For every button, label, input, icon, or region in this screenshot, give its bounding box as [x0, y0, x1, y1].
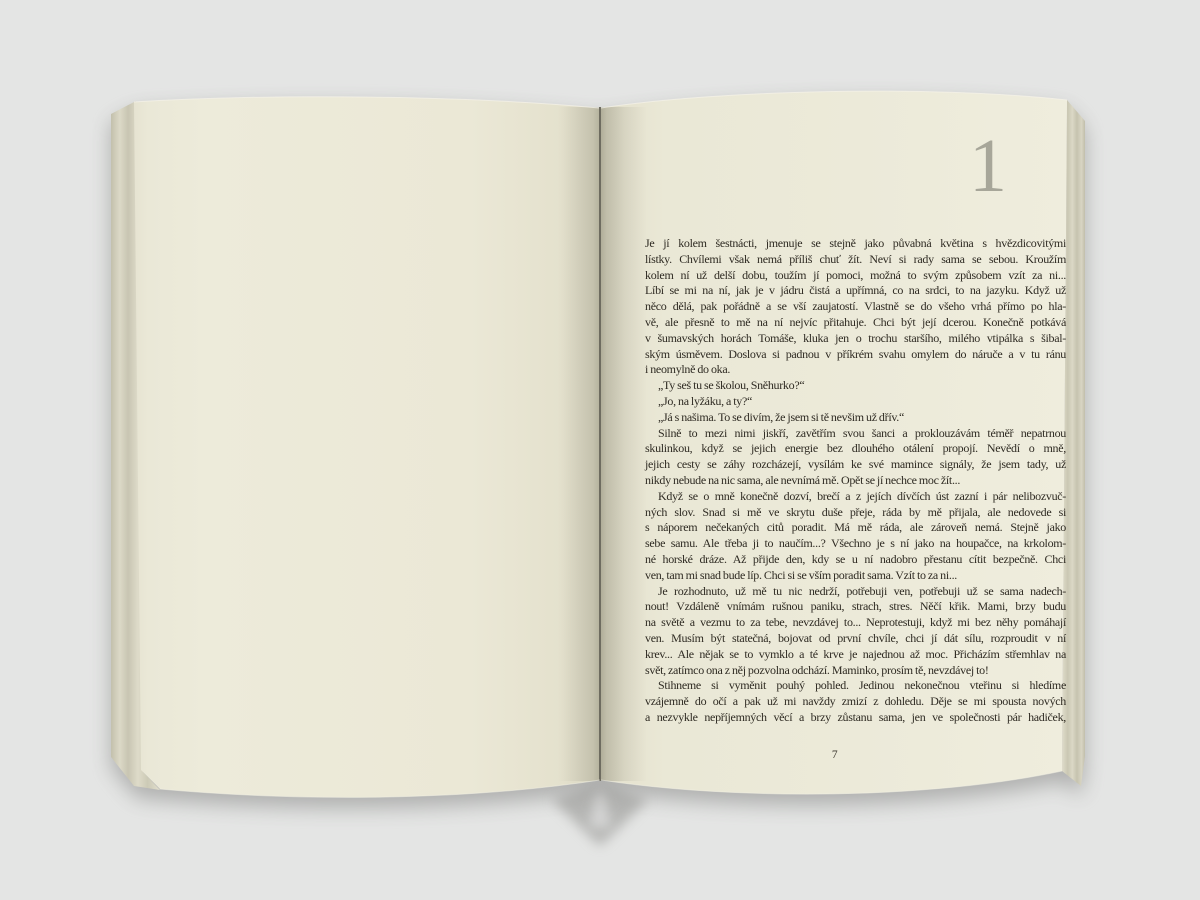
text-line: vzájemně do očí a pak už mi navždy zmizí z dohledu. Děje se mi spousta nových — [645, 694, 1066, 709]
text-line: nout! Vzdáleně vnímám rušnou paniku, strach, stres. Něčí křik. Mami, brzy budu — [645, 599, 1066, 614]
left-page — [134, 97, 600, 798]
text-line: něco dělá, pak pořádně a se vší zaujatostí. Vlastně se do všeho vrhá přímo po hla- — [645, 299, 1066, 314]
text-line: né horské dráze. Až přijde den, kdy se u ní nadobro přestanu cítit bezpečně. Chci — [645, 551, 1066, 566]
text-line: Líbí se mi na ní, jak je v jádru čistá a upřímná, co na srdci, to na jazyku. Když už — [645, 283, 1066, 298]
gutter-shade-right — [601, 107, 647, 781]
text-line: s náporem nečekaných citů poradit. Má mě ráda, ale zároveň nemá. Stejně jako — [645, 520, 1066, 535]
text-line: nikdy nebude na nic sama, ale nevnímá mě. Opět se jí nechce moc žít... — [645, 472, 961, 487]
text-line: jejich cesty se záhy rozcházejí, vysílám ke své mamince signály, že jsem tady, už — [645, 457, 1066, 472]
text-line: ven. Musím být statečná, bojovat od první chvíle, chci jí dát sílu, rozproudit v ní — [645, 630, 1066, 645]
text-line: vě, ale přesně to mě na ní nejvíc přitahuje. Chci být její dcerou. Konečně potkává — [645, 314, 1066, 329]
chapter-number: 1 — [969, 124, 1007, 208]
text-line: svět, zatímco ona z něj pozvolna odchází. Maminko, prosím tě, nevzdávej to! — [645, 662, 989, 677]
text-line: i neomylně do oka. — [645, 362, 731, 377]
text-line: krev... Ale nějak se to vymklo a té krve je najednou až moc. Přicházím střemhlav na — [645, 646, 1066, 661]
page-number: 7 — [831, 749, 839, 761]
text-line: Silně to mezi nimi jiskří, zavětřím svou šanci a proklouzávám téměř nepatrnou — [658, 425, 1066, 440]
text-line: sebe samu. Ale třeba ji to naučím...? Všechno je s ní jako na houpačce, na krkolom- — [645, 536, 1066, 551]
text-line: „Ty seš tu se školou, Sněhurko?“ — [658, 378, 805, 393]
gutter-shade-left — [558, 107, 599, 781]
text-line: „Já s našima. To se divím, že jsem si tě nevšim už dřív.“ — [658, 409, 905, 424]
body-text — [645, 236, 1066, 726]
text-line: ven, tam mi snad bude líp. Chci si se vším poradit sama. Vzít to za ni... — [645, 567, 957, 582]
text-line: skulinkou, když se jejich energie bez dlouhého otálení propojí. Nevědí o mně, — [645, 441, 1066, 456]
text-line: a nezvykle nepříjemných věcí a brzy zůstanu sama, jen ve společnosti pár hadiček, — [645, 709, 1066, 724]
text-line: lístky. Chvílemi však nemá příliš chuť žít. Neví si rady sama se sebou. Kroužím — [645, 251, 1066, 266]
text-line: kolem ní už delší dobu, toužím jí pomoci, možná to svým způsobem vzít za ni... — [645, 267, 1066, 282]
text-line: Stihneme si vyměnit pouhý pohled. Jedinou nekonečnou vteřinu si hledíme — [658, 678, 1066, 693]
text-line: na světě a vezmu to za tebe, nevzdávej to... Neprotestuji, když mi bez něhy pomáhají — [645, 615, 1066, 630]
text-line: Když se o mně konečně dozví, brečí a z jejích dívčích úst zazní i pár nelibozvuč- — [658, 488, 1066, 503]
text-line: v šumavských horách Tomáše, kluka jen o trochu staršího, milého vtipálka s šibal- — [645, 330, 1066, 345]
text-line: ským úsměvem. Doslova si padnou v příkrém svahu omylem do náruče a v tu ránu — [645, 346, 1066, 361]
text-line: Je jí kolem šestnácti, jmenuje se stejně jako půvabná květina s hvězdicovitými — [645, 236, 1066, 250]
text-line: ných slov. Snad si mě ve skrytu duše přeje, ráda by mě přijala, ale nedovede si — [645, 504, 1066, 519]
text-line: „Jo, na lyžáku, a ty?“ — [658, 393, 753, 408]
book-spine — [599, 107, 601, 781]
text-line: Je rozhodnuto, už mě tu nic nedrží, potřebuji ven, potřebuji už se sama nadech- — [658, 583, 1066, 598]
